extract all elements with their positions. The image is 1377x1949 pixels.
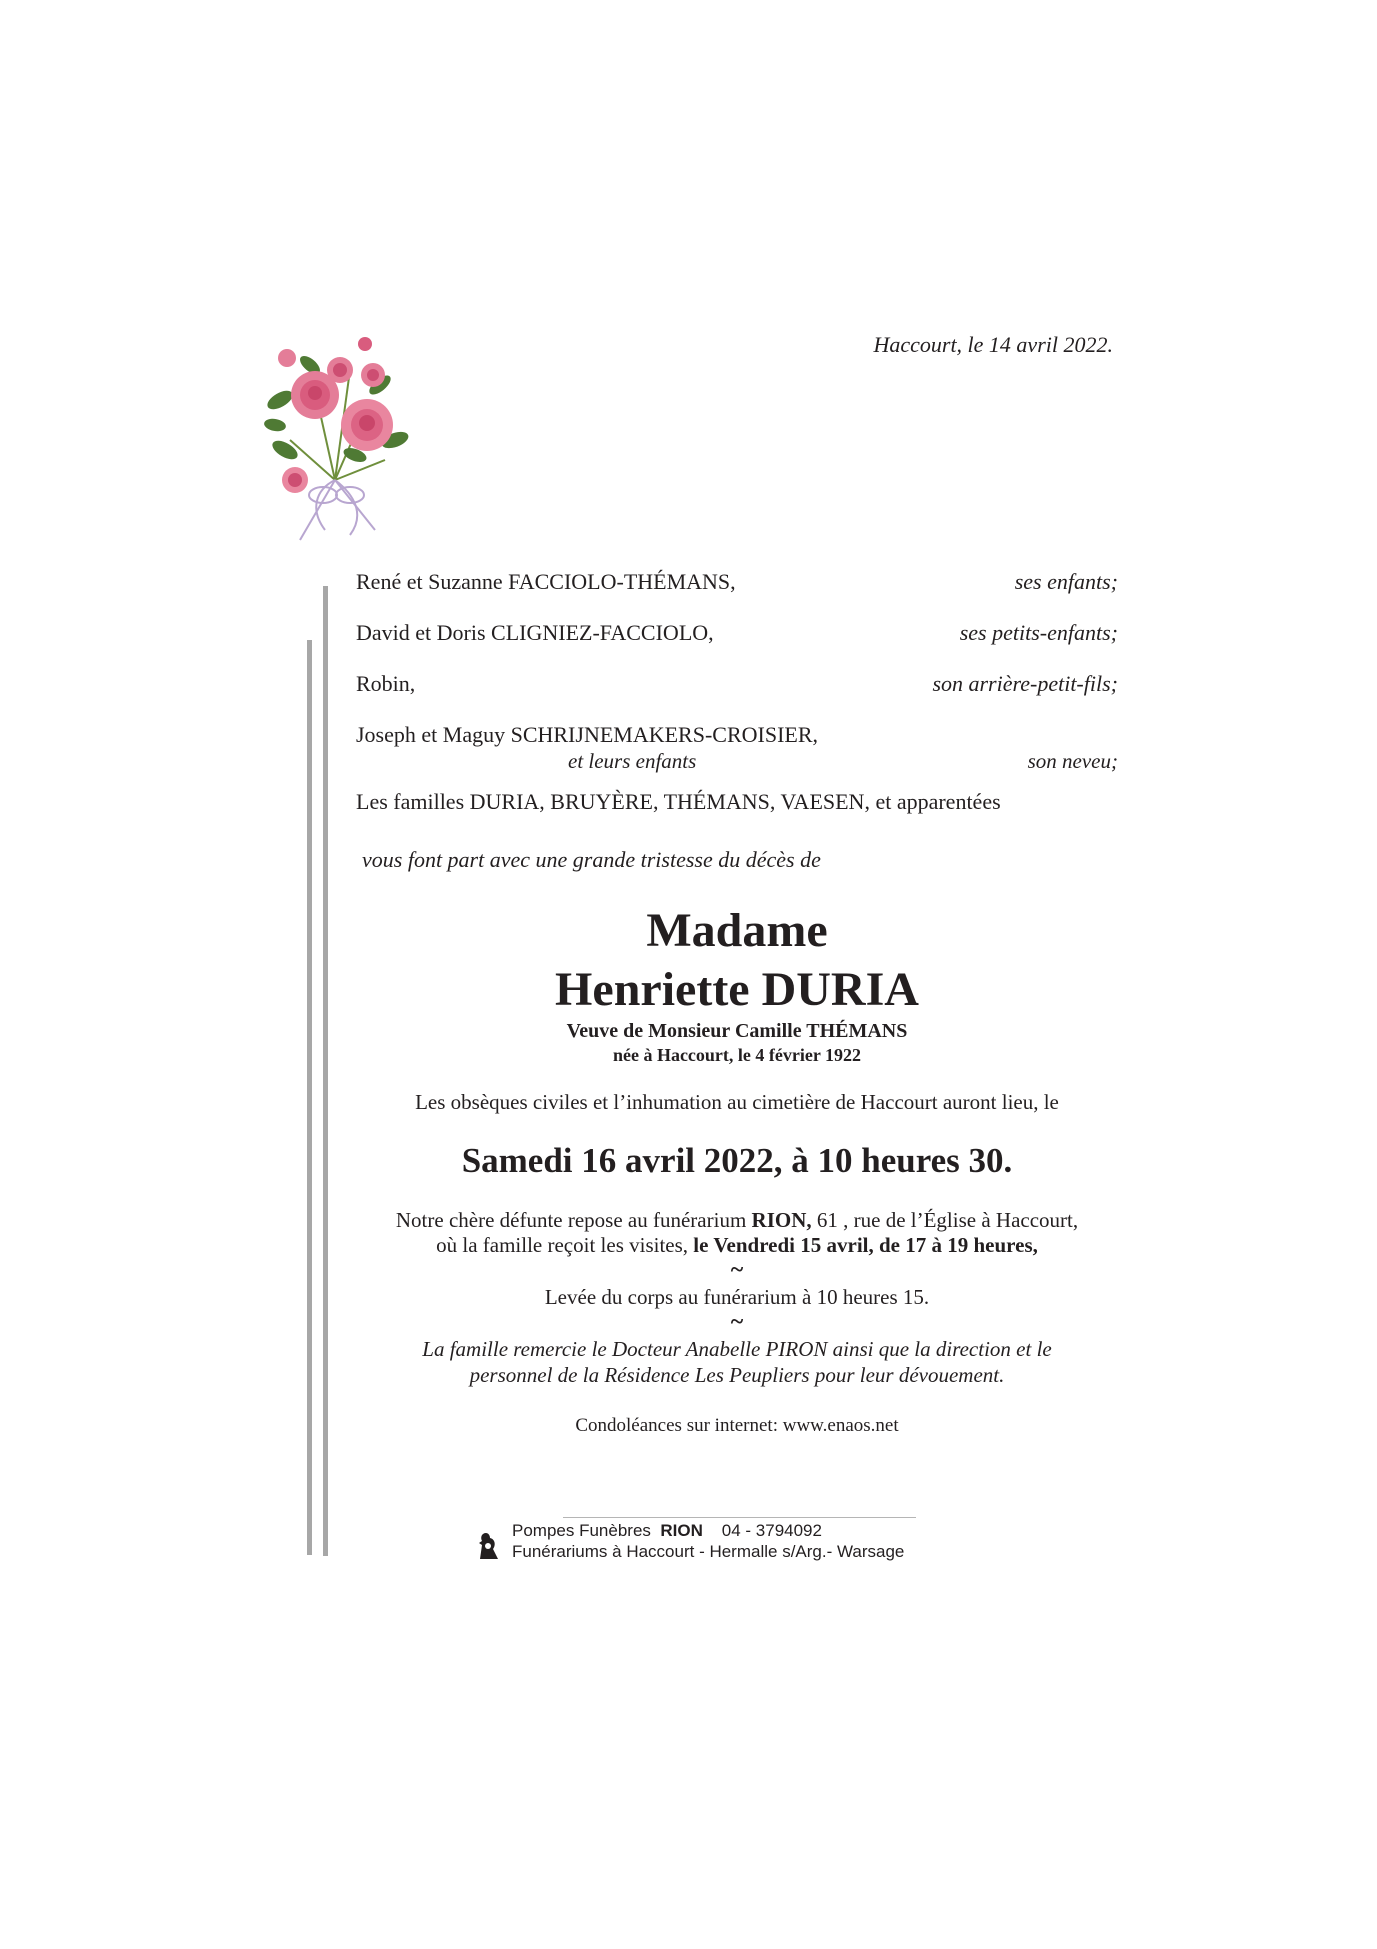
family-row: [356, 569, 1118, 595]
separator: ~: [730, 1257, 744, 1283]
visit-hours: le Vendredi 15 avril, de 17 à 19 heures,: [693, 1233, 1038, 1257]
family-sub-names: et leurs enfants: [568, 749, 697, 773]
family-subrow: [356, 749, 1118, 774]
thanks-line-2: personnel de la Résidence Les Peupliers pour leur dévouement.: [469, 1363, 1005, 1387]
funeral-home-prefix: Pompes Funèbres: [512, 1521, 651, 1540]
ceremony-announce: Les obsèques civiles et l’inhumation au cimetière de Haccourt auront lieu, le: [415, 1090, 1059, 1114]
family-relation: son arrière-petit-fils;: [932, 671, 1118, 696]
ceremony-datetime: Samedi 16 avril 2022, à 10 heures 30.: [461, 1141, 1013, 1180]
family-names: David et Doris CLIGNIEZ-FACCIOLO,: [356, 620, 714, 645]
family-names: Robin,: [356, 671, 416, 696]
funeral-home-logo-icon: [477, 1531, 501, 1561]
thanks-line-1: La famille remercie le Docteur Anabelle PIRON ainsi que la direction et le: [422, 1337, 1052, 1361]
rose-bouquet-icon: [255, 330, 415, 545]
rest-line-1-text: Notre chère défunte repose au funérarium: [395, 1208, 752, 1232]
family-relation: ses enfants;: [1014, 569, 1118, 594]
family-relation: ses petits-enfants;: [959, 620, 1118, 645]
deceased-widow: Veuve de Monsieur Camille THÉMANS: [566, 1020, 908, 1042]
rest-line-2: [356, 1233, 1118, 1258]
condolences-text: Condoléances sur internet: www.enaos.net: [575, 1415, 899, 1436]
family-row: [356, 722, 1118, 748]
funeral-home-name: RION,: [751, 1208, 812, 1232]
intro-text: vous font part avec une grande tristesse du décès de: [362, 847, 821, 872]
family-row: [356, 671, 1118, 697]
families-line: Les familles DURIA, BRUYÈRE, THÉMANS, VAESEN, et apparentées: [356, 789, 1001, 814]
family-relation: son neveu;: [1027, 749, 1118, 773]
family-names: Joseph et Maguy SCHRIJNEMAKERS-CROISIER,: [356, 722, 819, 747]
funeral-home-locations: Funérariums à Haccourt - Hermalle s/Arg.- Warsage: [512, 1542, 905, 1561]
decorative-bar-left: [307, 640, 312, 1555]
separator: ~: [730, 1309, 744, 1335]
decorative-bar-right: [323, 586, 328, 1556]
family-row: [356, 620, 1118, 646]
deceased-title: Madame: [646, 904, 828, 957]
footer-divider: [563, 1517, 916, 1518]
rest-line-2-text: où la famille reçoit les visites,: [436, 1233, 694, 1257]
place-date: Haccourt, le 14 avril 2022.: [873, 332, 1113, 357]
levee-text: Levée du corps au funérarium à 10 heures 15.: [544, 1285, 930, 1309]
deceased-born: née à Haccourt, le 4 février 1922: [612, 1045, 862, 1065]
funeral-home-line-1: [512, 1521, 822, 1541]
deceased-name: Henriette DURIA: [555, 963, 919, 1016]
funeral-home-phone: 04 - 3794092: [721, 1521, 822, 1540]
rest-line-1: [356, 1208, 1118, 1233]
rest-line-1-address: 61 , rue de l’Église à Haccourt,: [811, 1208, 1079, 1232]
funeral-home-name: RION: [660, 1521, 703, 1540]
family-names: René et Suzanne FACCIOLO-THÉMANS,: [356, 569, 736, 594]
